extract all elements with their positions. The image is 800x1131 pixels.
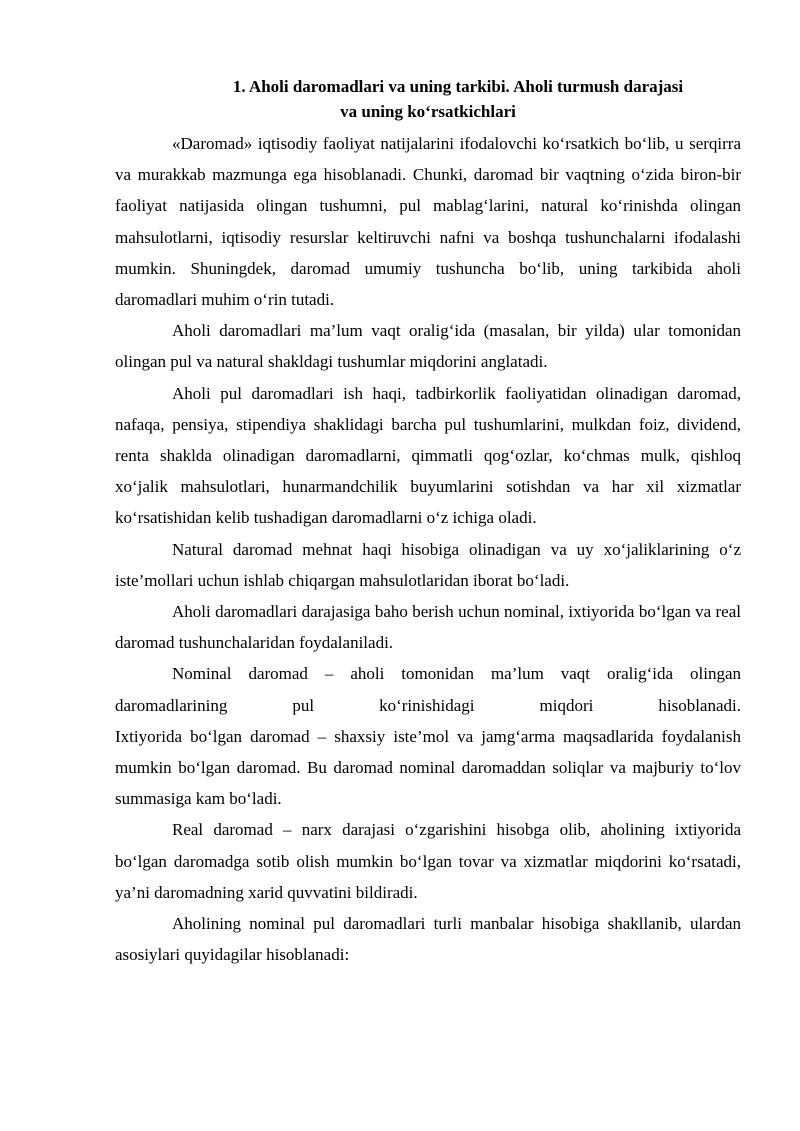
paragraph-aholi-daromadlari: Aholi daromadlari ma’lum vaqt oralig‘ida (masalan, bir yilda) ular tomonidan olingan pul va natural shakldagi tushumlar miqdorini anglatadi. [115,321,741,372]
paragraph-natural-daromad: Natural daromad mehnat haqi hisobiga olinadigan va uy xo‘jaliklarining o‘z iste’mollari uchun ishlab chiqargan mahsulotlaridan iborat bo‘ladi. [115,539,741,590]
section-title-line-2: va uning ko‘rsatkichlari [340,102,516,121]
nominal-daromad-line-2: daromadlarining pul ko‘rinishidagi miqdori hisoblanadi. [115,695,741,715]
paragraph-pul-daromadlari: Aholi pul daromadlari ish haqi, tadbirkorlik faoliyatidan olinadigan daromad, nafaqa, pensiya, stipendiya shaklidagi barcha pul tushumlarini, mulkdan foiz, dividend, renta shaklda olinadigan daromadlarni, qimmatli qog‘ozlar, ko‘chmas mulk, qishloq xo‘jalik mahsulotlari, hunarmandchilik buyumlarini sotishdan va har xil xizmatlar ko‘rsatishidan kelib tushadigan daromadlarni o‘z ichiga oladi. [115,383,741,528]
document-page [115,74,741,970]
ixtiyorida-daromad-text: Ixtiyorida bo‘lgan daromad – shaxsiy iste’mol va jamg‘arma maqsadlarida foydalanish mumkin bo‘lgan daromad. Bu daromad nominal daromaddan soliqlar va majburiy to‘lov summasiga kam bo‘ladi. [115,726,741,809]
paragraph-daromad-definition: «Daromad» iqtisodiy faoliyat natijalarini ifodalovchi ko‘rsatkich bo‘lib, u serqirra va murakkab mazmunga ega hisoblanadi. Chunki, daromad bir vaqtning o‘zida biron-bir faoliyat natijasida olingan tushumni, pul mablag‘larini, natural ko‘rinishda olingan mahsulotlarni, iqtisodiy resurslar keltiruvchi nafni va boshqa tushunchalarni ifodalashi mumkin. Shuningdek, daromad umumiy tushuncha bo‘lib, uning tarkibida aholi daromadlari muhim o‘rin tutadi. [115,134,741,310]
nominal-daromad-line-1: Nominal daromad – aholi tomonidan ma’lum vaqt oralig‘ida olingan [172,664,741,684]
paragraph-daromad-turlari: Aholi daromadlari darajasiga baho berish uchun nominal, ixtiyorida bo‘lgan va real daromad tushunchalaridan foydalaniladi. [115,602,741,653]
paragraph-nominal-daromad [115,658,741,814]
paragraph-daromad-manbalari: Aholining nominal pul daromadlari turli manbalar hisobiga shakllanib, ulardan asosiylari quyidagilar hisoblanadi: [115,914,741,965]
section-title-line-1: 1. Aholi daromadlari va uning tarkibi. Aholi turmush darajasi [232,77,684,96]
section-title [115,74,741,124]
paragraph-real-daromad: Real daromad – narx darajasi o‘zgarishini hisobga olib, aholining ixtiyorida bo‘lgan daromadga sotib olish mumkin bo‘lgan tovar va xizmatlar miqdorini ko‘rsatadi, ya’ni daromadning xarid quvvatini bildiradi. [115,820,741,902]
